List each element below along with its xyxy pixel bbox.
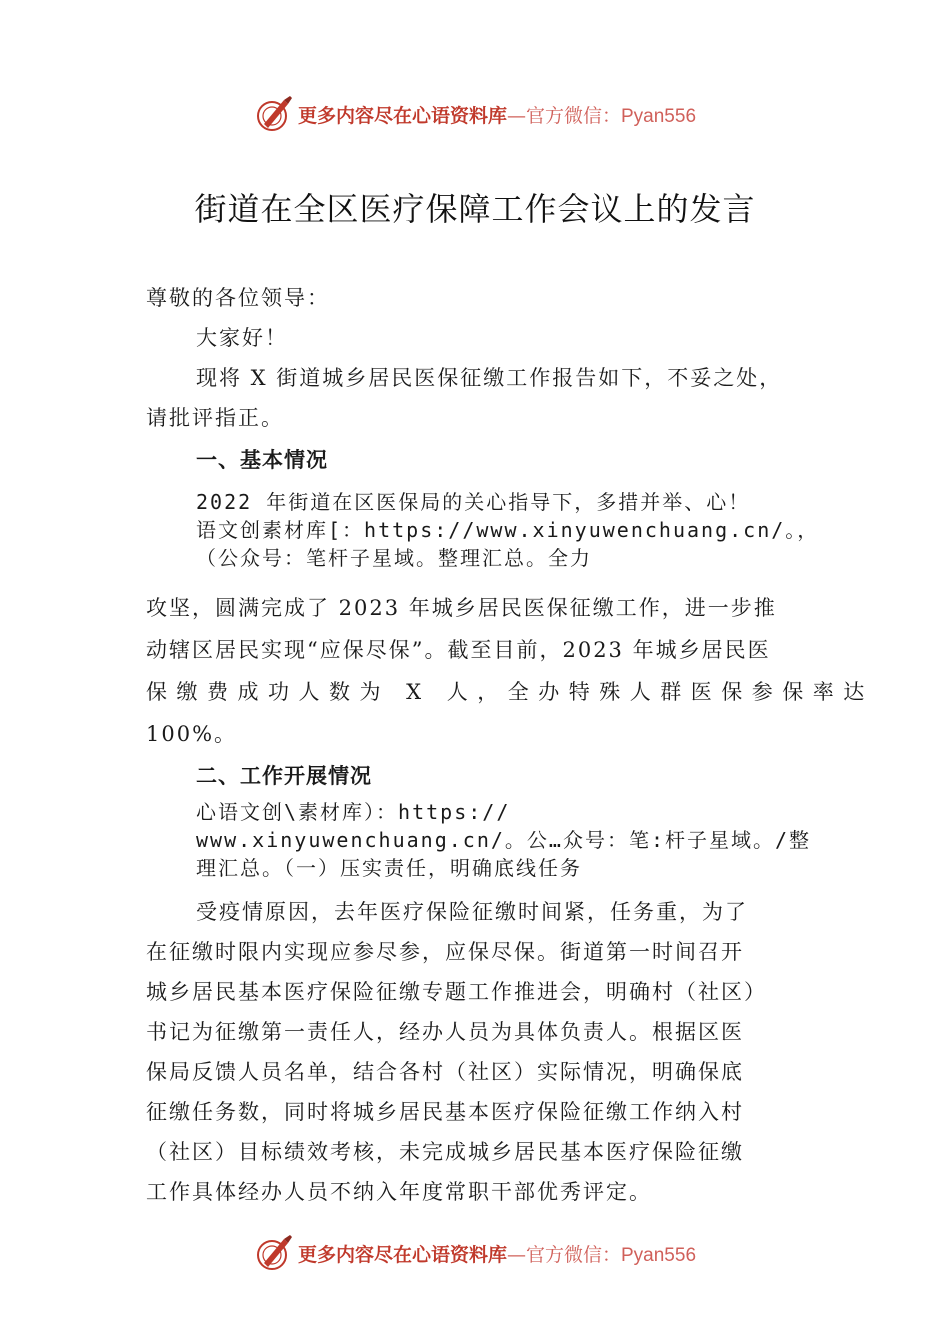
body-line: 攻坚，圆满完成了 2023 年城乡居民医保征缴工作，进一步推: [146, 596, 777, 620]
watermark-line: 理汇总。（一）压实责任，明确底线任务: [196, 856, 582, 880]
document-title: 街道在全区医疗保障工作会议上的发言: [194, 190, 756, 228]
banner-main-text: 更多内容尽在心语资料库: [297, 1243, 507, 1266]
banner-main-text: 更多内容尽在心语资料库: [297, 104, 507, 127]
body-line: 受疫情原因，去年医疗保险征缴时间紧，任务重，为了: [196, 900, 748, 924]
body-line: 保局反馈人员名单，结合各村（社区）实际情况，明确保底: [146, 1060, 744, 1084]
header-watermark-banner: [0, 92, 950, 136]
body-line: （社区）目标绩效考核，未完成城乡居民基本医疗保险征缴: [146, 1140, 744, 1164]
banner-text: [298, 1240, 696, 1267]
banner-code: Pyan556: [621, 105, 697, 127]
watermark-block: [146, 798, 812, 882]
body-line: 在征缴时限内实现应参尽参，应保尽保。街道第一时间召开: [146, 940, 744, 964]
banner-code: Pyan556: [621, 1244, 697, 1266]
watermark-line: 2022 年街道在区医保局的关心指导下，多措并举、心！: [196, 490, 751, 514]
greeting: 大家好！: [196, 326, 288, 350]
watermark-line: 心语文创\素材库）：https://: [196, 800, 511, 824]
banner-text: [298, 101, 696, 128]
watermark-line: （公众号：笔杆子星域。整理汇总。全力: [196, 546, 592, 570]
intro-line: 现将 X 街道城乡居民医保征缴工作报告如下，不妥之处，: [196, 366, 783, 390]
pen-nib-logo-icon: [254, 1233, 294, 1273]
salutation: 尊敬的各位领导：: [146, 286, 330, 310]
banner-secondary-text: —官方微信：: [506, 1243, 621, 1266]
section-heading: 二、工作开展情况: [196, 764, 372, 788]
watermark-line: 语文创素材库[：https://www.xinyuwenchuang.cn/。，: [196, 518, 820, 542]
watermark-block: [146, 488, 820, 572]
footer-watermark-banner: [0, 1231, 950, 1275]
banner-secondary-text: —官方微信：: [506, 104, 621, 127]
intro-line: 请批评指正。: [146, 406, 284, 430]
pen-nib-logo-icon: [254, 94, 294, 134]
body-line: 书记为征缴第一责任人，经办人员为具体负责人。根据区医: [146, 1020, 744, 1044]
section-heading: 一、基本情况: [196, 448, 328, 472]
body-line: 动辖区居民实现“应保尽保”。截至目前，2023 年城乡居民医: [146, 638, 771, 662]
body-line: 工作具体经办人员不纳入年度常职干部优秀评定。: [146, 1180, 652, 1204]
body-line: 征缴任务数，同时将城乡居民基本医疗保险征缴工作纳入村: [146, 1100, 744, 1124]
body-line: 城乡居民基本医疗保险征缴专题工作推进会，明确村（社区）: [146, 980, 767, 1004]
body-line: 100%。: [146, 722, 238, 746]
body-line: 保缴费成功人数为 X 人，全办特殊人群医保参保率达: [146, 680, 874, 704]
watermark-line: www.xinyuwenchuang.cn/。公…众号：笔:杆子星域。/整: [196, 828, 812, 852]
document-body: [146, 278, 874, 1212]
